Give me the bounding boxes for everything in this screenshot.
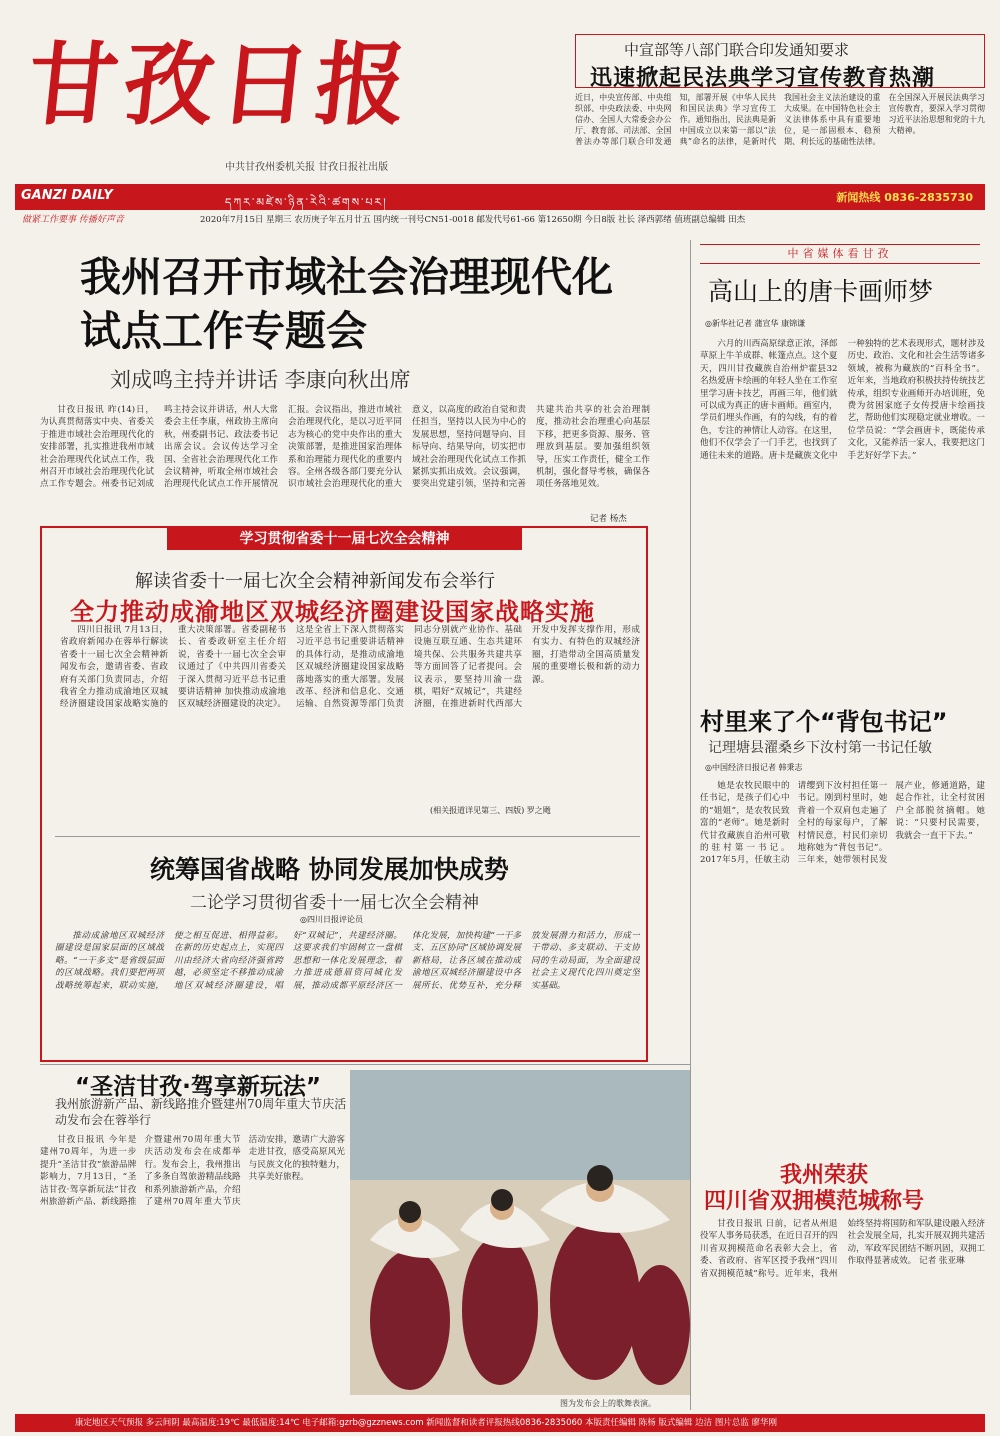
commentary-body <box>55 930 640 1055</box>
masthead-logo: 甘孜日报 <box>22 32 418 138</box>
date-line: 2020年7月15日 星期三 农历庚子年五月廿五 国内统一刊号CN51-0018 邮发代号61-66 第12650期 今日8版 社长 泽西郭绪 值班副总编辑 田杰 <box>200 215 746 225</box>
divider <box>55 836 640 837</box>
divider <box>40 1064 690 1065</box>
special-note: (相关报道详见第三、四版) 罗之飏 <box>430 806 551 815</box>
news-hotline: 新闻热线 0836-2835730 <box>836 191 973 204</box>
thangka-body <box>700 338 985 698</box>
dance-performance-photo[interactable] <box>350 1070 690 1395</box>
thangka-headline[interactable]: 高山上的唐卡画师梦 <box>708 277 934 306</box>
lead-subtitle: 刘成鸣主持并讲话 李康向秋出席 <box>110 368 411 392</box>
tourism-body <box>40 1134 345 1404</box>
lead-body-text: 甘孜日报讯 昨(14)日，为认真贯彻落实中央、省委关于推进市域社会治理现代化的安排部署，扎实推进我州市域社会治理现代化试点工作，我州召开市域社会治理现代化试点工作专题会。州委书记刘成鸣主持会议并讲话，州人大常委会主任李康，州政协主席向秋，州委副书记、政法委书记出席会议。会议传达学习全国、全省社会治理现代化工作会议精神，听取全州市域社会治理现代化试点工作开展情况汇报。会议指出，推进市域社会治理现代化，是以习近平同志为核心的党中央作出的重大决策部署，是推进国家治理体系和治理能力现代化的重要内容。全州各级各部门要充分认识市域社会治理现代化的重大意义，以高度的政治自觉和责任担当，坚持以人民为中心的发展思想，坚持问题导向、目标导向、结果导向，切实把市域社会治理现代化试点工作抓紧抓实抓出成效。会议强调，要突出党建引领，坚持和完善共建共治共享的社会治理制度，推动社会治理重心向基层下移，把更多资源、服务、管理放到基层。要加强组织领导，压实工作责任，健全工作机制，强化督导考核，确保各项任务落地见效。 <box>40 405 650 490</box>
tourism-body-text: 甘孜日报讯 今年是建州70周年，为进一步提升“圣洁甘孜”旅游品牌影响力，7月13日，“圣洁甘孜·驾享新玩法”甘孜州旅游新产品、新线路推介暨建州70周年重大节庆活动发布会在成都举行。发布会上，我州推出了多条自驾旅游精品线路和系列旅游新产品，介绍了建州70周年重大节庆活动安排，邀请广大游客走进甘孜，感受高原风光与民族文化的独特魅力，共享美好旅程。 <box>40 1135 345 1208</box>
section-label: 中省媒体看甘孜 <box>700 244 980 264</box>
photo-caption: 图为发布会上的歌舞表演。 <box>560 1399 656 1408</box>
commentary-headline[interactable]: 统筹国省战略 协同发展加快成势 <box>150 855 509 884</box>
special-body-text: 四川日报讯 7月13日，省政府新闻办在蓉举行解读省委十一届七次全会精神新闻发布会，邀请省委、省政府有关部门负责同志，介绍我省全力推动成渝地区双城经济圈建设国家战略实施的重大决策部署。省委副秘书长、省委政研室主任介绍说，省委十一届七次全会审议通过了《中共四川省委关于深入贯彻习近平总书记重要讲话精神 加快推动成渝地区双城经济圈建设的决定》。这是全省上下深入贯彻落实习近平总书记重要讲话精神的具体行动，是推动成渝地区双城经济圈建设国家战略落地落实的重大部署。发展改革、经济和信息化、交通运输、自然资源等部门负责同志分别就产业协作、基础设施互联互通、生态共建环境共保、公共服务共建共享等方面回答了记者提问。会议表示，要坚持川渝一盘棋，唱好“双城记”，共建经济圈，在推进新时代西部大开发中发挥支撑作用，形成有实力、有特色的双城经济圈，打造带动全国高质量发展的重要增长极和新的动力源。 <box>60 625 640 710</box>
special-kicker: 解读省委十一届七次全会精神新闻发布会举行 <box>135 571 495 592</box>
special-section-banner: 学习贯彻省委十一届七次全会精神 <box>167 528 522 550</box>
secretary-body <box>700 780 985 1150</box>
honor-headline-line1[interactable]: 我州荣获 <box>780 1163 869 1188</box>
tourism-headline[interactable]: “圣洁甘孜·驾享新玩法” <box>75 1074 321 1100</box>
thangka-byline: ◎新华社记者 蒲宣华 康锦谦 <box>705 319 806 328</box>
honor-body <box>700 1218 985 1406</box>
english-name: GANZI DAILY <box>21 188 113 203</box>
thangka-body-text: 六月的川西高原绿意正浓，泽郎草原上牛羊成群、帐篷点点。这个夏天，四川甘孜藏族自治州炉霍县32名热爱唐卡绘画的年轻人坐在工作室里学习唐卡技艺，再画三年，他们就可以成为真正的唐卡画师。画室内，学员们埋头作画，有的勾线，有的着色，专注的神情让人动容。在这里，他们不仅学会了一门手艺，也找到了通往未来的道路。唐卡是藏族文化中一种独特的艺术表现形式，题材涉及历史、政治、文化和社会生活等诸多领域，被称为藏族的“百科全书”。近年来，当地政府积极扶持传统技艺传承，组织专业画师开办培训班，免费为贫困家庭子女传授唐卡绘画技艺，帮助他们实现稳定就业增收。一位学员说：“学会画唐卡，既能传承文化，又能养活一家人，我要把这门手艺好好学下去。” <box>700 339 985 461</box>
secretary-headline[interactable]: 村里来了个“背包书记” <box>700 708 948 736</box>
honor-body-text: 甘孜日报讯 日前，记者从州退役军人事务局获悉，在近日召开的四川省双拥模范命名表彰大会上，省委、省政府、省军区授予我州“四川省双拥模范城”称号。近年来，我州始终坚持将国防和军队建设融入经济社会发展全局，扎实开展双拥共建活动，军政军民团结不断巩固，双拥工作取得显著成效。 <box>700 1219 985 1279</box>
special-body <box>60 624 640 814</box>
slogan: 做紧工作要事 传播好声音 <box>22 215 124 225</box>
column-divider <box>690 240 691 1410</box>
dancers-illustration <box>350 1070 690 1395</box>
top-banner-headline[interactable]: 迅速掀起民法典学习宣传教育热潮 <box>590 66 936 91</box>
honor-byline: 记者 张亚琳 <box>919 1256 965 1267</box>
info-bar <box>15 184 985 210</box>
commentary-body-text: 推动成渝地区双城经济圈建设是国家层面的区域战略。“一干多支”是省级层面的区域战略。我们要把两项战略统筹起来，联动实施，使之相互促进、相得益彰。在新的历史起点上，实现四川由经济大省向经济强省跨越，必须坚定不移推动成渝地区双城经济圈建设，唱好“双城记”，共建经济圈。这要求我们牢固树立一盘棋思想和一体化发展理念，着力推进成德眉资同城化发展，推动成都平原经济区一体化发展，加快构建“一干多支、五区协同”区域协调发展新格局，让各区域在推动成渝地区双城经济圈建设中各展所长、优势互补，充分释放发展潜力和活力，形成一干带动、多支联动、干支协同的生动局面，为全面建设社会主义现代化四川奠定坚实基础。 <box>55 931 640 991</box>
secretary-byline: ◎中国经济日报记者 韩秉志 <box>705 763 803 772</box>
footer-text: 康定地区天气预报 多云间阴 最高温度:19℃ 最低温度:14℃ 电子邮箱:gzrb@gzznews.com 新闻监督和读者评报热线0836-2835060 本版责任编辑 陈杨 版式编辑 边洁 图片总监 廖华刚 <box>75 1418 778 1428</box>
honor-headline-line2[interactable]: 四川省双拥模范城称号 <box>704 1189 925 1214</box>
top-banner-kicker: 中宣部等八部门联合印发通知要求 <box>624 41 850 59</box>
footer-bar <box>15 1414 985 1432</box>
top-banner[interactable] <box>575 34 985 91</box>
commentary-byline: ◎四川日报评论员 <box>300 915 363 924</box>
lead-headline[interactable]: 我州召开市域社会治理现代化试点工作专题会 <box>80 253 613 355</box>
special-headline[interactable]: 全力推动成渝地区双城经济圈建设国家战略实施 <box>70 598 595 626</box>
secretary-body-text: 她是农牧民眼中的任书记，是孩子们心中的“姐姐”，是农牧民致富的“老师”。她是新时代甘孜藏族自治州可敬的驻村第一书记。2017年5月，任敏主动请缨到下汝村担任第一书记。刚到村里时，她背着一个双肩包走遍了全村的每家每户，了解村情民意，村民们亲切地称她为“背包书记”。三年来，她带领村民发展产业，修通道路，建起合作社，让全村贫困户全部脱贫摘帽。她说：“只要村民需要，我就会一直干下去。” <box>700 781 985 866</box>
masthead-subtitle: 中共甘孜州委机关报 甘孜日报社出版 <box>225 162 389 173</box>
commentary-subtitle: 二论学习贯彻省委十一届七次全会精神 <box>190 893 479 913</box>
lead-byline: 记者 杨杰 <box>590 514 627 524</box>
secretary-subtitle: 记理塘县濯桑乡下汝村第一书记任敏 <box>708 740 932 756</box>
lead-body <box>40 404 650 519</box>
top-banner-body: 近日，中央宣传部、中央组织部、中央政法委、中央网信办、全国人大常委会办公厅、教育部、司法部、全国普法办等部门联合印发通知，部署开展《中华人民共和国民法典》学习宣传工作。通知指出，民法典是新中国成立以来第一部以“法典”命名的法律，是新时代我国社会主义法治建设的重大成果。在中国特色社会主义法律体系中具有重要地位，是一部固根本、稳预期、利长远的基础性法律。在全国深入开展民法典学习宣传教育，要深入学习贯彻习近平法治思想和党的十九大精神。 <box>575 93 985 146</box>
tourism-subtitle: 我州旅游新产品、新线路推介暨建州70周年重大节庆活动发布会在蓉举行 <box>55 1097 347 1127</box>
tibetan-name: དཀར་མཛེས་ཉིན་རེའི་ཚགས་པར། <box>225 196 388 209</box>
